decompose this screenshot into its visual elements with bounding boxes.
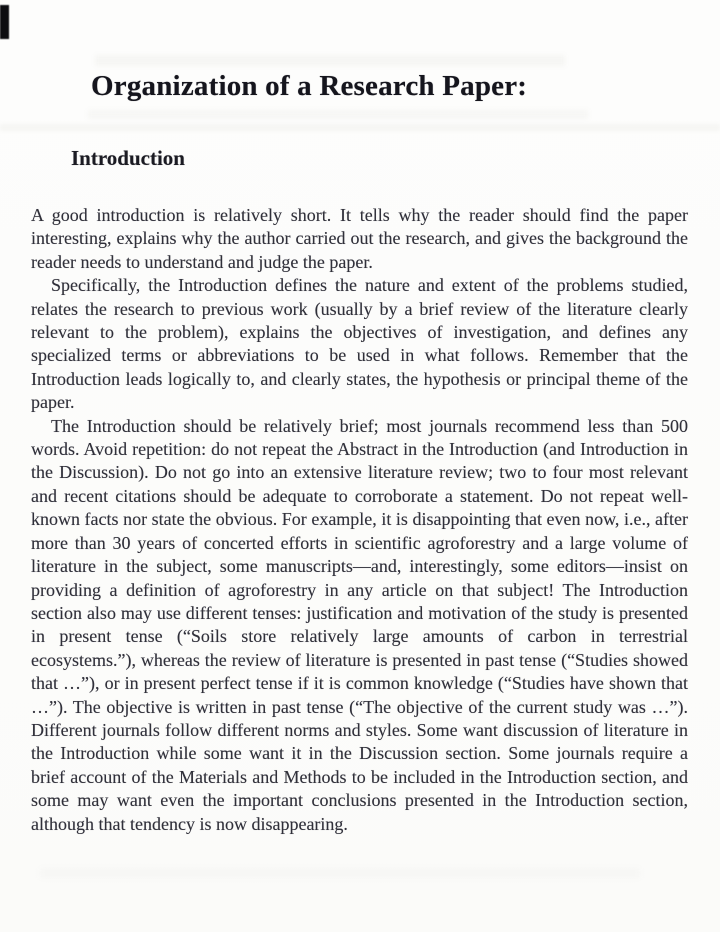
section-heading: Introduction xyxy=(71,146,185,170)
scan-artifact xyxy=(0,124,720,131)
page-title: Organization of a Research Paper: xyxy=(91,70,528,102)
scan-artifact xyxy=(40,868,640,878)
paragraph-intro-guidelines: The Introduction should be relatively brief; most journals recommend less than 500 words. Avoid repetition: do not repeat the Abstract in the Introduction (and Introduction in the Discussion). Do not go into an extensive literature review; two to four most relevant and recent citations should be adequate to corroborate a statement. Do not repeat well-known facts nor state the obvious. For example, it is disappointing that even now, i.e., after more than 30 years of concerted efforts in scientific agroforestry and a large volume of literature in the subject, some manuscripts—and, interestingly, some editors—insist on providing a definition of agroforestry in any article on that subject! The Introduction section also may use different tenses: justification and motivation of the study is presented in present tense (“Soils store relatively large amounts of carbon in terrestrial ecosystems.”), whereas the review of literature is presented in past tense (“Studies showed that …”), or in present perfect tense if it is common knowledge (“Studies have shown that …”). The objective is written in past tense (“The objective of the current study was …”). Different journals follow different norms and styles. Some want discussion of literature in the Introduction while some want it in the Discussion section. Some journals require a brief account of the Materials and Methods to be included in the Introduction section, and some may want even the important conclusions presented in the Introduction section, although that tendency is now disappearing. xyxy=(31,415,688,834)
scan-artifact xyxy=(95,55,565,66)
document-body xyxy=(31,204,688,836)
paragraph-intro-specifics: Specifically, the Introduction defines the nature and extent of the problems studied, relates the research to previous work (usually by a brief review of the literature clearly relevant to the problem), explains the objectives of investigation, and defines any specialized terms or abbreviations to be used in what follows. Remember that the Introduction leads logically to, and clearly states, the hypothesis or principal theme of the paper. xyxy=(31,275,688,413)
paragraph-intro-overview: A good introduction is relatively short. It tells why the reader should find the paper interesting, explains why the author carried out the research, and gives the background the reader needs to understand and judge the paper. xyxy=(31,205,688,272)
scan-artifact xyxy=(88,110,588,119)
scan-corner-mark xyxy=(0,5,9,39)
